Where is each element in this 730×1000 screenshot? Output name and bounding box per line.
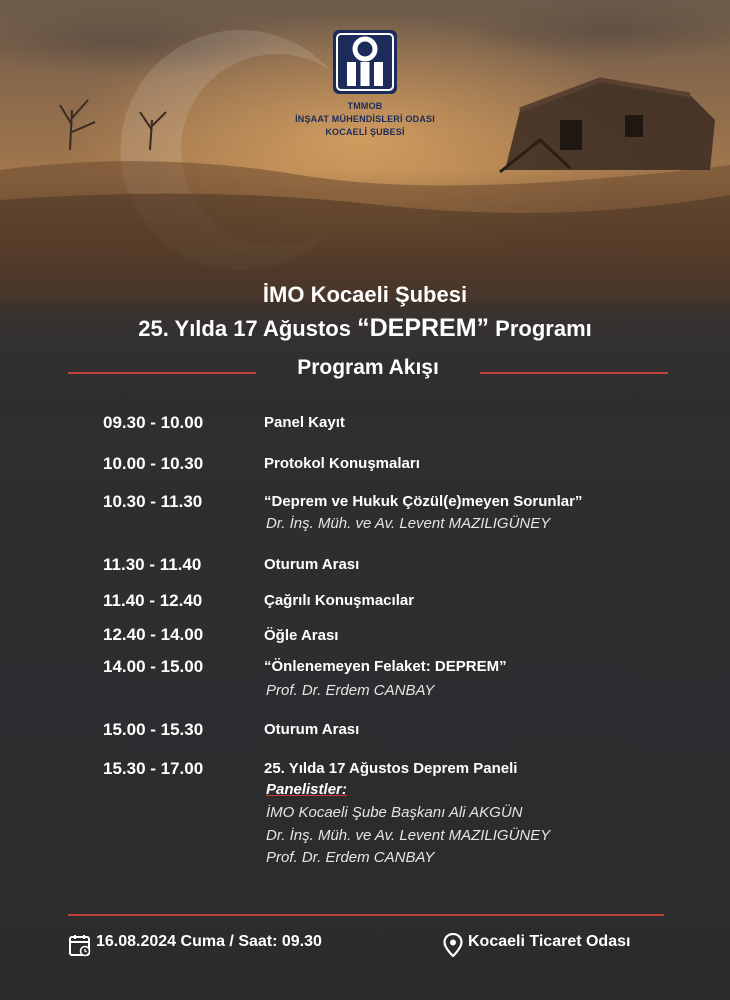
panelist-name: Dr. İnş. Müh. ve Av. Levent MAZILIGÜNEY: [266, 827, 551, 844]
schedule-time: 11.40 - 12.40: [103, 591, 203, 610]
poster-title-line2: [0, 314, 730, 343]
event-location: Kocaeli Ticaret Odası: [468, 933, 631, 950]
schedule-event: Protokol Konuşmaları: [264, 455, 420, 472]
panelists-label: Panelistler:: [266, 781, 347, 798]
title-suffix: Programı: [489, 316, 592, 341]
divider-right: [480, 372, 668, 374]
schedule-event: “Deprem ve Hukuk Çözül(e)meyen Sorunlar”: [264, 493, 583, 510]
schedule-time: 15.00 - 15.30: [103, 720, 204, 739]
schedule-event: “Önlenemeyen Felaket: DEPREM”: [264, 658, 507, 675]
footer-divider: [68, 914, 664, 916]
schedule-time: 09.30 - 10.00: [103, 413, 204, 432]
subtitle-row: [68, 356, 668, 386]
event-date-time: 16.08.2024 Cuma / Saat: 09.30: [96, 933, 322, 950]
org-name-line1: TMMOB: [347, 101, 383, 111]
program-flow-heading: Program Akışı: [297, 356, 439, 379]
schedule-time: 12.40 - 14.00: [103, 625, 204, 644]
schedule-speaker: Dr. İnş. Müh. ve Av. Levent MAZILIGÜNEY: [266, 515, 551, 532]
location-pin-icon: [443, 933, 463, 957]
title-highlight: “DEPREM”: [357, 314, 490, 342]
imo-logo-icon: [333, 30, 397, 94]
schedule-time: 10.00 - 10.30: [103, 454, 204, 473]
schedule-time: 11.30 - 11.40: [103, 555, 202, 574]
org-name-line3: KOCAELİ ŞUBESİ: [325, 127, 405, 137]
calendar-icon: [68, 933, 92, 957]
schedule-event: Panel Kayıt: [264, 414, 345, 431]
title-prefix: 25. Yılda 17 Ağustos: [138, 316, 358, 341]
schedule-event: 25. Yılda 17 Ağustos Deprem Paneli: [264, 760, 518, 777]
schedule-event: Oturum Arası: [264, 556, 360, 573]
panelist-name: İMO Kocaeli Şube Başkanı Ali AKGÜN: [266, 804, 523, 821]
schedule-time: 14.00 - 15.00: [103, 657, 204, 676]
schedule-speaker: Prof. Dr. Erdem CANBAY: [266, 682, 435, 699]
ruined-house-shape: [500, 80, 715, 172]
panelist-name: Prof. Dr. Erdem CANBAY: [266, 849, 435, 866]
schedule-time: 10.30 - 11.30: [103, 492, 203, 511]
schedule-event: Öğle Arası: [264, 627, 339, 644]
org-name-line2: İNŞAAT MÜHENDİSLERİ ODASI: [295, 114, 435, 124]
schedule-event: Oturum Arası: [264, 721, 360, 738]
poster-title-line1: İMO Kocaeli Şubesi: [262, 282, 468, 307]
schedule-event: Çağrılı Konuşmacılar: [264, 592, 415, 609]
schedule-time: 15.30 - 17.00: [103, 759, 204, 778]
